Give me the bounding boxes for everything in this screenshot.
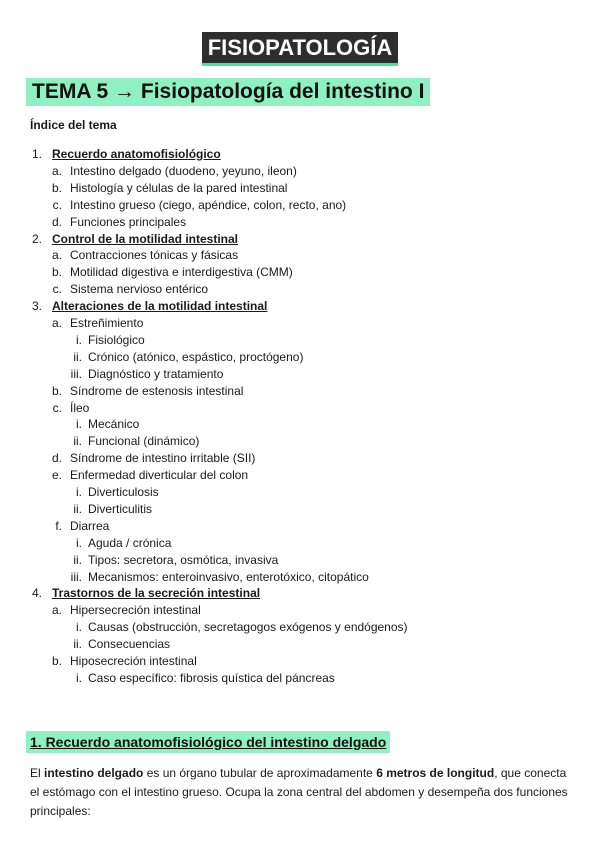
toc-item-marker: 1. — [31, 147, 42, 161]
section-heading: 1. Recuerdo anatomofisiológico del intestino delgado — [26, 731, 390, 753]
toc-item-text: Contracciones tónicas y fásicas — [70, 248, 239, 263]
toc-item-marker: 2. — [31, 231, 42, 246]
toc-item-marker: b. — [51, 383, 62, 398]
toc-item-text: Fisiológico — [88, 332, 145, 347]
toc-item-text: Intestino delgado (duodeno, yeyuno, ileon) — [70, 163, 297, 178]
toc-item-marker: ii. — [73, 637, 82, 652]
toc-item-text: Sistema nervioso entérico — [70, 282, 209, 297]
toc-item-marker: a. — [51, 163, 62, 178]
toc-item-text: Histología y células de la pared intestinal — [70, 180, 288, 195]
toc-item-text: Aguda / crónica — [88, 535, 172, 550]
toc-item-text: Motilidad digestiva e interdigestiva (CMM) — [70, 265, 293, 280]
toc-item-text: Control de la motilidad intestinal — [52, 231, 239, 246]
toc-item-text: Mecánico — [88, 417, 140, 432]
toc-item-text: Diagnóstico y tratamiento — [88, 366, 224, 381]
paragraph-bold-term: 6 metros de longitud — [376, 766, 495, 780]
toc-item-marker: c. — [52, 282, 62, 297]
toc-item-text: Diarrea — [70, 518, 110, 533]
toc-item-text: Intestino grueso (ciego, apéndice, colon, recto, ano) — [70, 197, 347, 212]
toc-item-marker: 4. — [31, 586, 42, 601]
toc-item-text: Trastornos de la secreción intestinal — [52, 586, 261, 601]
toc-item-marker: f. — [55, 518, 62, 533]
index-heading: Índice del tema — [30, 118, 117, 132]
toc-item-marker: a. — [51, 603, 62, 618]
toc-item-text: Causas (obstrucción, secretagogos exógenos y endógenos) — [88, 620, 408, 635]
toc-item-text: Hipersecreción intestinal — [70, 603, 201, 618]
toc-item-text: Hiposecreción intestinal — [70, 654, 197, 668]
toc-item-text: Íleo — [70, 400, 90, 415]
paragraph-text: es un órgano tubular de aproximadamente — [143, 766, 377, 780]
toc-item-marker: ii. — [73, 552, 82, 567]
toc-item-marker: d. — [51, 451, 62, 466]
toc-item-marker: ii. — [73, 349, 82, 364]
document-banner — [0, 32, 600, 66]
toc-item-marker: i. — [76, 670, 82, 685]
toc-item-marker: e. — [51, 468, 62, 483]
paragraph-bold-term: intestino delgado — [44, 766, 144, 780]
toc-item-marker: a. — [51, 316, 62, 330]
toc-item-text: Tipos: secretora, osmótica, invasiva — [88, 552, 279, 567]
toc-item-text: Crónico (atónico, espástico, proctógeno) — [88, 349, 304, 364]
toc-item-marker: d. — [51, 214, 62, 229]
toc-item-text: Funciones principales — [70, 214, 187, 229]
toc-item-text: Consecuencias — [88, 637, 171, 652]
toc-item-marker: a. — [51, 248, 62, 263]
toc-item-text: Estreñimiento — [70, 316, 144, 330]
toc-item-text: Diverticulosis — [88, 485, 159, 499]
intro-paragraph — [30, 764, 570, 821]
paragraph-text: El — [30, 766, 45, 780]
toc-item-text: Mecanismos: enteroinvasivo, enterotóxico, citopático — [88, 569, 369, 584]
toc-item-marker: c. — [52, 197, 62, 212]
toc-item-marker: b. — [51, 180, 62, 195]
paragraph-text: , que conecta el estómago con el intestino grueso. Ocupa la zona central del abdomen y desempeña dos funciones principales: — [30, 766, 568, 818]
toc-item-marker: 3. — [31, 299, 42, 314]
toc-item-marker: i. — [76, 535, 82, 550]
toc-item-marker: ii. — [73, 434, 82, 449]
toc-item-marker: iii. — [70, 569, 82, 584]
toc-item-marker: iii. — [70, 366, 82, 381]
toc-item-marker: b. — [51, 265, 62, 280]
toc-item-text: Alteraciones de la motilidad intestinal — [52, 299, 268, 314]
toc-item-marker: c. — [52, 400, 62, 415]
toc-item-marker: i. — [76, 417, 82, 432]
toc-item-text: Diverticulitis — [88, 501, 153, 516]
toc-item-marker: i. — [76, 620, 82, 635]
toc-item-text: Recuerdo anatomofisiológico — [52, 147, 221, 161]
toc-item-text: Síndrome de intestino irritable (SII) — [70, 451, 256, 466]
toc-item-text: Caso específico: fibrosis quística del páncreas — [88, 670, 335, 685]
toc-item-marker: i. — [76, 332, 82, 347]
toc-item-marker: i. — [76, 485, 82, 499]
toc-item-text: Funcional (dinámico) — [88, 434, 200, 449]
toc-item-marker: ii. — [73, 501, 82, 516]
toc-item-text: Síndrome de estenosis intestinal — [70, 383, 244, 398]
topic-title: TEMA 5 → Fisiopatología del intestino I — [26, 78, 430, 106]
toc-item-text: Enfermedad diverticular del colon — [70, 468, 249, 483]
toc-item-marker: b. — [51, 654, 62, 668]
banner-title: FISIOPATOLOGÍA — [202, 32, 399, 66]
